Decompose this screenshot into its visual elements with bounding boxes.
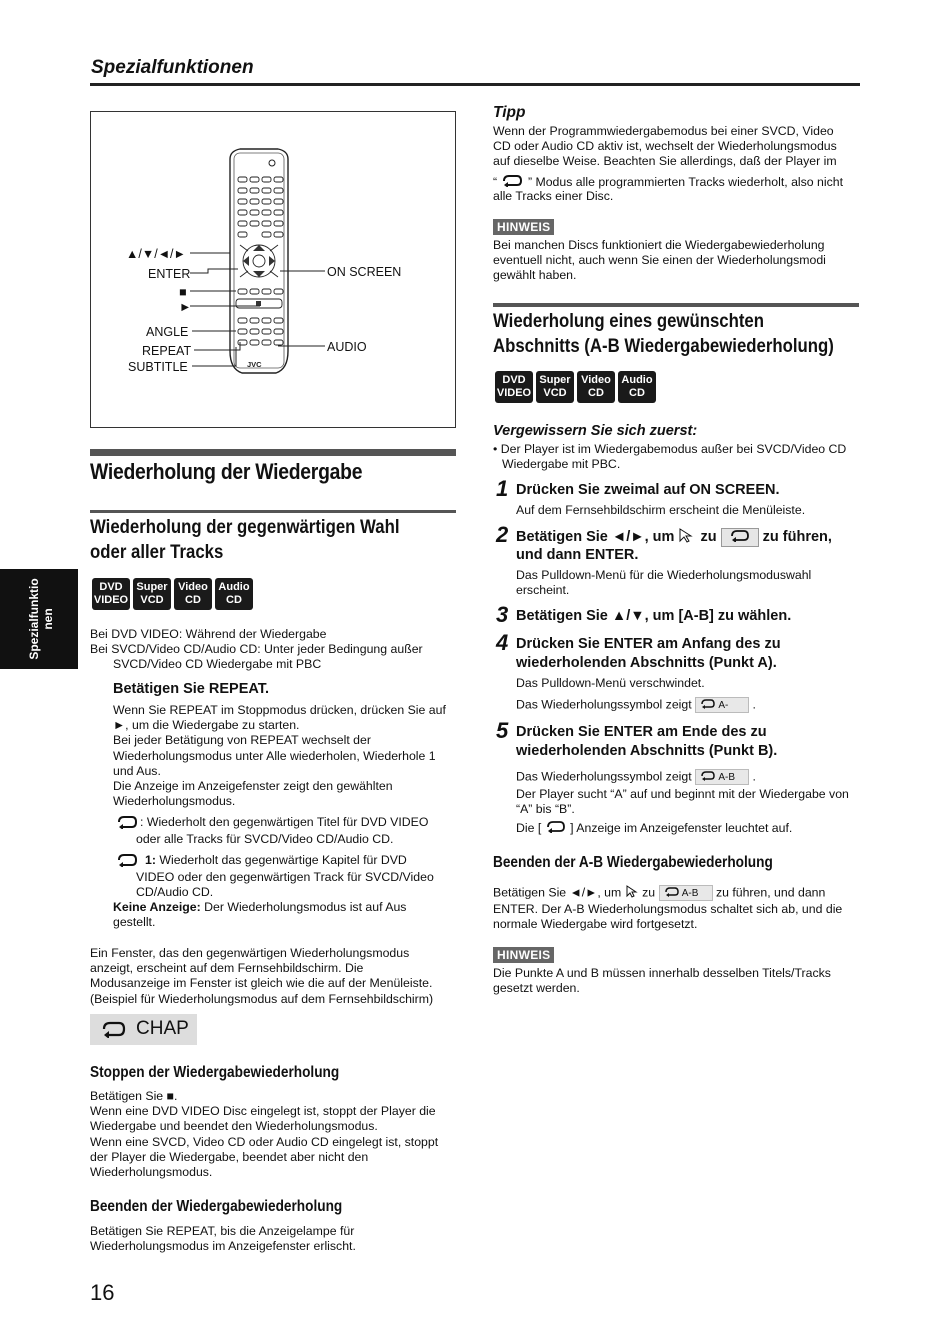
step-2-part: zu (700, 529, 717, 545)
first-text (493, 442, 863, 472)
mode-none-text: Der Wiederholungsmodus ist auf Aus (204, 900, 407, 914)
text-line: Das Pulldown-Menü für die Wiederholungsmoduswahl (516, 568, 812, 582)
intro-text (90, 627, 460, 673)
hinweis-badge-2 (493, 946, 554, 964)
subsection-bar (90, 510, 456, 513)
side-tab-line1: Spezialfunktio (27, 578, 41, 660)
ab-heading-line2: Abschnitts (A-B Wiedergabewiederholung) (493, 335, 834, 357)
repeat-description (113, 703, 463, 809)
badge-super-vcd: Super VCD (133, 578, 171, 610)
text-line: normale Wiedergabe wird fortgesetzt. (493, 917, 698, 932)
intro-line: SVCD/Video CD Wiedergabe mit PBC (113, 657, 322, 672)
text-line: gesetzt werden. (493, 981, 580, 996)
text-line: Ein Fenster, das den gegenwärtigen Wiederholungsmodus (90, 946, 410, 960)
mode-one-key: 1: (145, 853, 156, 867)
remote-label-on-screen: ON SCREEN (327, 265, 402, 279)
remote-label-audio: AUDIO (327, 340, 367, 354)
stop-heading: Stoppen der Wiedergabewiederholung (90, 1064, 340, 1081)
step-number: 3 (496, 602, 509, 627)
badge-video-cd: Video CD (174, 578, 212, 610)
badge-video-cd: Video CD (577, 371, 615, 403)
text-line: • Der Player ist im Wiedergabemodus außer bei SVCD/Video CD (493, 442, 847, 456)
repeat-a-text: A- (718, 700, 729, 711)
ab-section-bar (493, 303, 859, 307)
repeat-icon (700, 699, 716, 709)
mode-none-line2: gestellt. (113, 915, 156, 929)
text-line: Wiederholungsmodus. (113, 794, 236, 809)
mode-all-line2: oder alle Tracks für SVCD/Video CD/Audio CD. (136, 832, 394, 846)
text-line: Die Anzeige im Anzeigefenster zeigt den gewählten (113, 779, 393, 794)
text-part: Das Wiederholungssymbol zeigt (516, 697, 692, 712)
hinweis-text-1 (493, 238, 863, 284)
text-line: Wiederholungsmodus im Anzeigefenster erlischt. (90, 1239, 356, 1254)
end-repeat-heading: Beenden der Wiedergabewiederholung (90, 1198, 343, 1215)
badge-audio-cd: Audio CD (618, 371, 656, 403)
text-part: Das Wiederholungssymbol zeigt (516, 769, 692, 784)
ab-end-line1 (493, 885, 825, 901)
cursor-icon (625, 885, 639, 898)
subsection-heading-line2: oder aller Tracks (90, 541, 224, 563)
section-bar (90, 449, 456, 456)
side-tab-label (27, 578, 55, 659)
ab-disc-badges (495, 371, 659, 403)
text-part: zu (642, 885, 656, 900)
step-4-detail1: Das Pulldown-Menü verschwindet. (516, 676, 705, 690)
remote-brand: JVC (247, 360, 262, 369)
repeat-ab-text: A-B (718, 772, 735, 783)
text-line: gewählt haben. (493, 268, 577, 283)
stop-description (90, 1089, 460, 1180)
remote-label-enter: ENTER (148, 267, 191, 281)
mode-all-line1: : Wiederholt den gegenwärtigen Titel für DVD VIDEO (140, 815, 429, 829)
window-description (90, 946, 460, 1007)
text-line: erscheint. (516, 583, 570, 598)
chap-repeat-icon (100, 1021, 128, 1038)
hinweis-text-2 (493, 966, 863, 996)
repeat-heading: Betätigen Sie REPEAT. (113, 681, 270, 697)
text-line: Wenn der Programmwiedergabemodus bei einer SVCD, Video (493, 124, 834, 138)
hinweis-label: HINWEIS (493, 219, 554, 235)
text-line: Die Punkte A und B müssen innerhalb desselben Titels/Tracks (493, 966, 831, 980)
text-line: “A” bis “B”. (516, 802, 575, 817)
text-line: Betätigen Sie REPEAT, bis die Anzeigelampe für (90, 1224, 355, 1238)
mode-none-key: Keine Anzeige: (113, 900, 201, 914)
text-part: ] Anzeige im Anzeigefenster leuchtet auf. (570, 821, 793, 835)
text-line: ►, um die Wiedergabe zu starten. (113, 718, 300, 733)
text-part: zu führen, und dann (715, 885, 826, 900)
text-line: Betätigen Sie ■. (90, 1089, 178, 1103)
badge-super-vcd: Super VCD (536, 371, 574, 403)
mode-one-line1 (145, 853, 407, 868)
step-number: 5 (496, 718, 509, 743)
disc-badges (92, 578, 256, 610)
step-4-detail2: Das Wiederholungssymbol zeigt A- . (516, 697, 756, 712)
repeat-icon (664, 887, 680, 897)
end-repeat-description (90, 1224, 460, 1254)
section-heading: Wiederholung der Wiedergabe (90, 459, 363, 484)
text-line: Wiederholungsmodus. (90, 1165, 213, 1180)
remote-illustration (90, 111, 456, 428)
step-2-text (516, 527, 832, 547)
remote-label-play: ► (179, 300, 192, 314)
step-2-part: zu führen, (762, 529, 832, 545)
step-5-detail3 (516, 821, 792, 836)
intro-line: Bei DVD VIDEO: Während der Wiedergabe (90, 627, 327, 641)
hinweis-badge-1 (493, 218, 554, 236)
ab-end-text (493, 902, 863, 932)
text-line: Wenn Sie REPEAT im Stoppmodus drücken, drücken Sie auf (113, 703, 446, 717)
tip-text-line5: alle Tracks einer Disc. (493, 189, 614, 203)
text-line: Wiedergabe mit PBC. (502, 457, 621, 472)
step-2-line2: und dann ENTER. (516, 547, 639, 563)
mode-none-line1 (113, 900, 406, 915)
repeat-icon (545, 821, 567, 833)
first-heading: Vergewissern Sie sich zuerst: (493, 423, 698, 439)
badge-dvd-video: DVD VIDEO (495, 371, 533, 403)
intro-line: Bei SVCD/Video CD/Audio CD: Unter jeder Bedingung außer (90, 642, 423, 657)
quote-open: “ (493, 175, 498, 189)
chap-label: CHAP (136, 1018, 189, 1039)
repeat-icon (700, 771, 716, 781)
repeat-icon (501, 174, 525, 187)
remote-label-subtitle: SUBTITLE (128, 360, 188, 374)
badge-dvd-video: DVD VIDEO (92, 578, 130, 610)
text-part: Betätigen Sie ◄/►, um (493, 885, 622, 900)
remote-label-repeat: REPEAT (142, 344, 192, 358)
section-title: Spezialfunktionen (91, 57, 254, 78)
text-line: auf dieselbe Weise. Beachten Sie allerdings, daß der Player im (493, 154, 837, 169)
text-line: eventuell nicht, auch wenn Sie einen der Wiederholungsmodi (493, 253, 826, 268)
step-5-detail2 (516, 787, 866, 817)
repeat-button-box (721, 528, 759, 547)
cursor-icon (678, 527, 696, 543)
text-line: Wenn eine SVCD, Video CD oder Audio CD eingelegt ist, stoppt (90, 1134, 439, 1149)
badge-audio-cd: Audio CD (215, 578, 253, 610)
mode-one-line3: CD/Audio CD. (136, 885, 214, 899)
step-2-part: Betätigen Sie ◄/►, um (516, 529, 675, 545)
tip-text-line4 (493, 174, 843, 190)
text-line: Der Player sucht “A” auf und beginnt mit der Wiedergabe von (516, 787, 849, 801)
repeat-one-icon (116, 853, 140, 867)
repeat-ab-text: A-B (681, 888, 699, 899)
step-number: 1 (496, 476, 509, 501)
hinweis-label: HINWEIS (493, 947, 554, 963)
step-1-text: Drücken Sie zweimal auf ON SCREEN. (516, 482, 780, 498)
repeat-icon (116, 815, 140, 829)
step-1-detail: Auf dem Fernsehbildschirm erscheint die Menüleiste. (516, 503, 806, 517)
tip-line4-text: ” Modus alle programmierten Tracks wiederholt, also nicht (527, 175, 844, 189)
mode-one-text: Wiederholt das gegenwärtige Kapitel für DVD (159, 853, 407, 867)
repeat-ab-indicator (695, 769, 749, 785)
text-line: CD oder Audio CD aktiv ist, wechselt der Wiederholungsmodus (493, 139, 837, 154)
remote-label-arrows: ▲/▼/◄/► (126, 247, 186, 261)
remote-label-angle: ANGLE (146, 325, 189, 339)
side-tab-line2: nen (41, 608, 55, 630)
step-number: 4 (496, 630, 509, 655)
step-4-line2: wiederholenden Abschnitts (Punkt A). (516, 655, 777, 671)
repeat-ab-indicator (659, 885, 713, 901)
text-line: und Aus. (113, 763, 161, 778)
repeat-icon (729, 529, 751, 542)
subsection-heading-line1: Wiederholung der gegenwärtigen Wahl (90, 516, 400, 538)
text-line: Modusanzeige im Fenster ist gleich wie die auf der Menüleiste. (90, 976, 433, 991)
header-rule (90, 83, 860, 86)
text-line: Wiedergabe und beendet den Wiederholungsmodus. (90, 1119, 378, 1134)
text-line: Bei jeder Betätigung von REPEAT wechselt der (113, 733, 371, 748)
page-number: 16 (90, 1280, 115, 1305)
step-5-line1: Drücken Sie ENTER am Ende des zu (516, 724, 767, 740)
text-line: Wiederholungsmodus unter Alle wiederholen, Wiederhole 1 (113, 748, 436, 763)
step-2-detail (516, 568, 861, 598)
text-part: Die [ (516, 821, 542, 835)
step-3-text: Betätigen Sie ▲/▼, um [A-B] zu wählen. (516, 608, 792, 624)
ab-heading-line1: Wiederholung eines gewünschten (493, 310, 765, 332)
mode-one-line2: VIDEO oder den gegenwärtigen Track für SVCD/Video (136, 870, 434, 884)
subsection-heading (90, 515, 399, 565)
step-5-detail1: Das Wiederholungssymbol zeigt A-B . (516, 769, 756, 784)
text-line: ENTER. Der A-B Wiederholungsmodus schaltet sich ab, und die (493, 902, 843, 916)
ab-end-heading: Beenden der A-B Wiedergabewiederholung (493, 854, 773, 871)
text-line: anzeigt, erscheint auf dem Fernsehbildschirm. Die (90, 961, 364, 976)
text-line: Bei manchen Discs funktioniert die Wiedergabewiederholung (493, 238, 825, 252)
tip-heading: Tipp (493, 104, 526, 121)
step-number: 2 (496, 522, 509, 547)
text-line: der Player die Wiedergabe, beendet aber nicht den (90, 1149, 369, 1164)
step-4-line1: Drücken Sie ENTER am Anfang des zu (516, 636, 781, 652)
ab-section-heading (493, 309, 834, 359)
text-line: (Beispiel für Wiederholungsmodus auf dem Fernsehbildschirm) (90, 991, 434, 1006)
text-line: Wenn eine DVD VIDEO Disc eingelegt ist, stoppt der Player die (90, 1104, 436, 1119)
repeat-a-indicator (695, 697, 749, 713)
tip-text (493, 124, 863, 170)
step-5-line2: wiederholenden Abschnitts (Punkt B). (516, 743, 778, 759)
remote-label-stop: ■ (179, 285, 187, 299)
